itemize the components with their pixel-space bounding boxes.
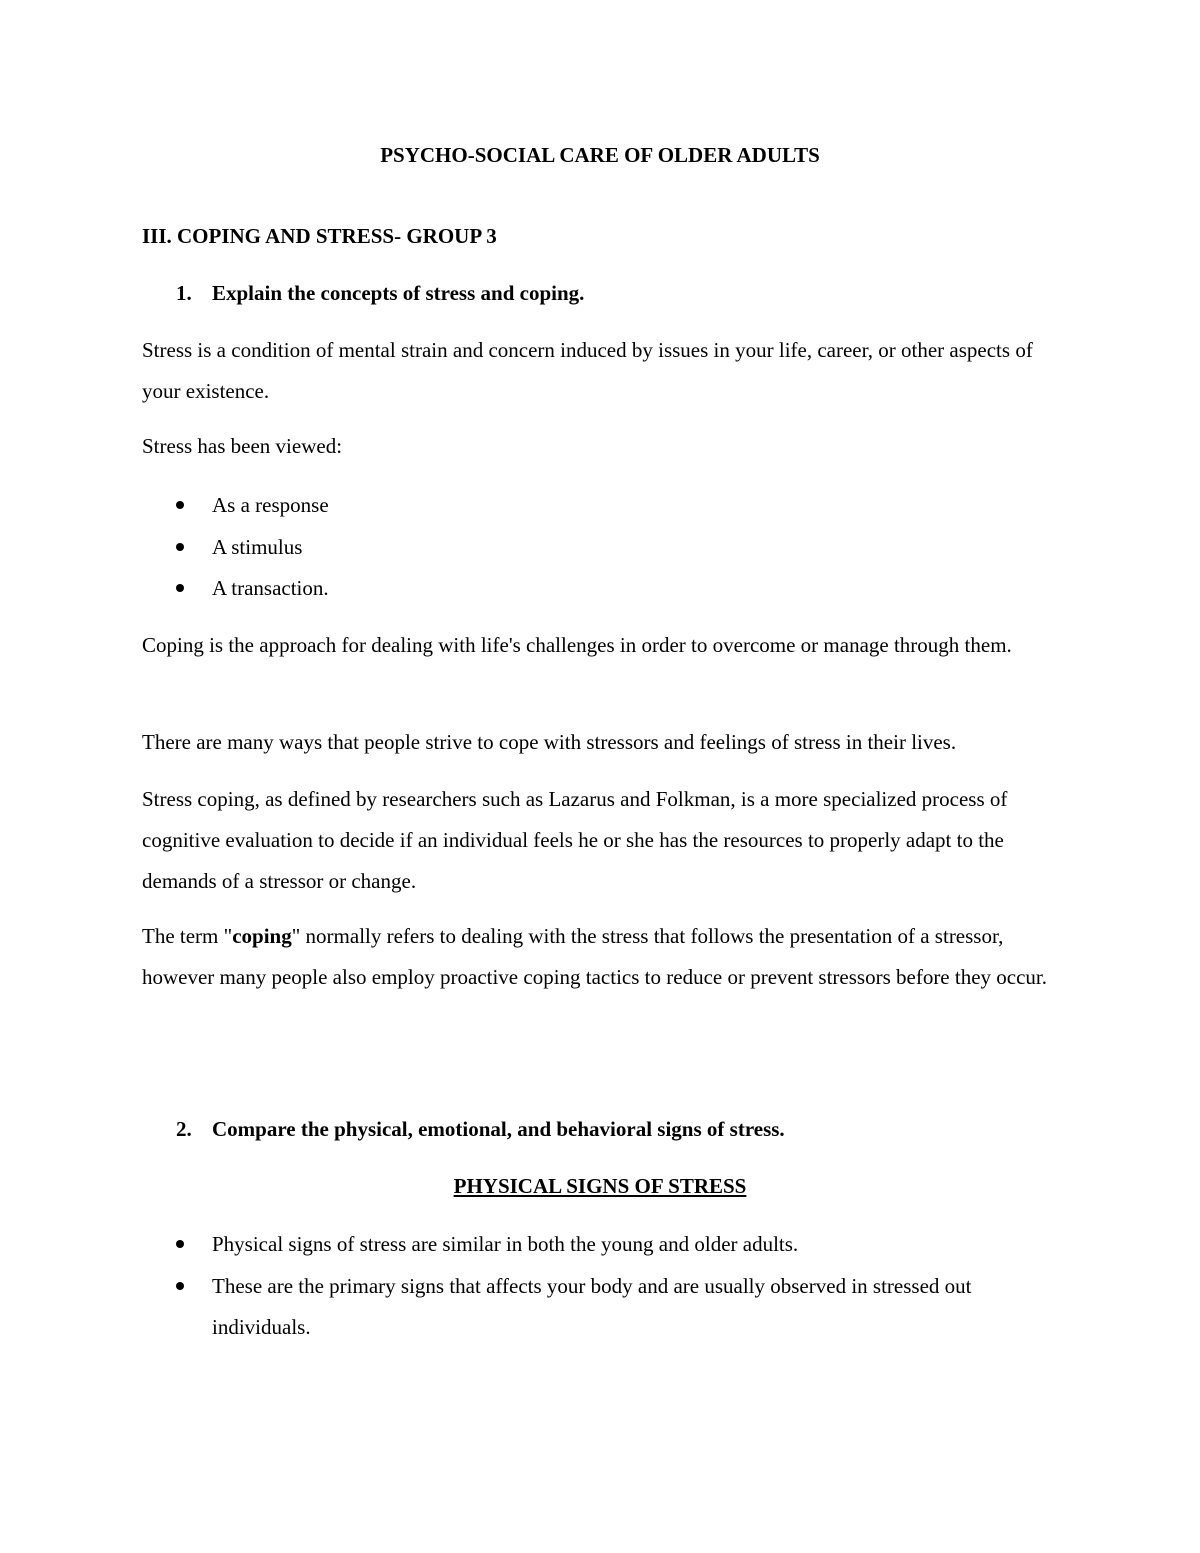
bullet-icon: [176, 1240, 184, 1248]
paragraph-stress-viewed: Stress has been viewed:: [142, 434, 343, 458]
bullet-icon: [176, 501, 184, 509]
list-item-text: These are the primary signs that affects your body and are usually observed in stressed out individuals.: [212, 1274, 972, 1339]
question-1-text: Explain the concepts of stress and coping.: [212, 281, 585, 305]
physical-signs-heading: PHYSICAL SIGNS OF STRESS: [453, 1174, 747, 1198]
paragraph-coping-definition: Coping is the approach for dealing with life's challenges in order to overcome or manage through them.: [142, 633, 1012, 657]
paragraph-many-ways: There are many ways that people strive to cope with stressors and feelings of stress in their lives.: [142, 730, 957, 754]
section-heading: III. COPING AND STRESS- GROUP 3: [142, 224, 497, 248]
coping-term-after: " normally refers to dealing with the stress that follows the presentation of a stressor, however many people also employ proactive coping tactics to reduce or prevent stressors before they occur.: [142, 924, 1048, 989]
bullet-icon: [176, 543, 184, 551]
paragraph-stress-definition: Stress is a condition of mental strain and concern induced by issues in your life, career, or other aspects of your existence.: [142, 338, 1033, 403]
list-item-text: Physical signs of stress are similar in both the young and older adults.: [212, 1232, 799, 1256]
question-2-text: Compare the physical, emotional, and behavioral signs of stress.: [212, 1117, 785, 1141]
coping-term-bold: coping: [232, 924, 292, 948]
list-item-text: As a response: [212, 493, 329, 517]
list-item-text: A stimulus: [212, 535, 303, 559]
bullet-icon: [176, 584, 184, 592]
question-1-number: 1.: [176, 281, 192, 305]
paragraph-lazarus-folkman: Stress coping, as defined by researchers such as Lazarus and Folkman, is a more specialized process of cognitive evaluation to decide if an individual feels he or she has the resources to properly adapt to the demands of a stressor or change.: [142, 787, 1008, 893]
question-2-number: 2.: [176, 1117, 192, 1141]
paragraph-coping-term: [142, 916, 1072, 998]
document-title: PSYCHO-SOCIAL CARE OF OLDER ADULTS: [380, 143, 820, 167]
list-item-text: A transaction.: [212, 576, 329, 600]
bullet-icon: [176, 1282, 184, 1290]
coping-term-before: The term ": [142, 924, 233, 948]
